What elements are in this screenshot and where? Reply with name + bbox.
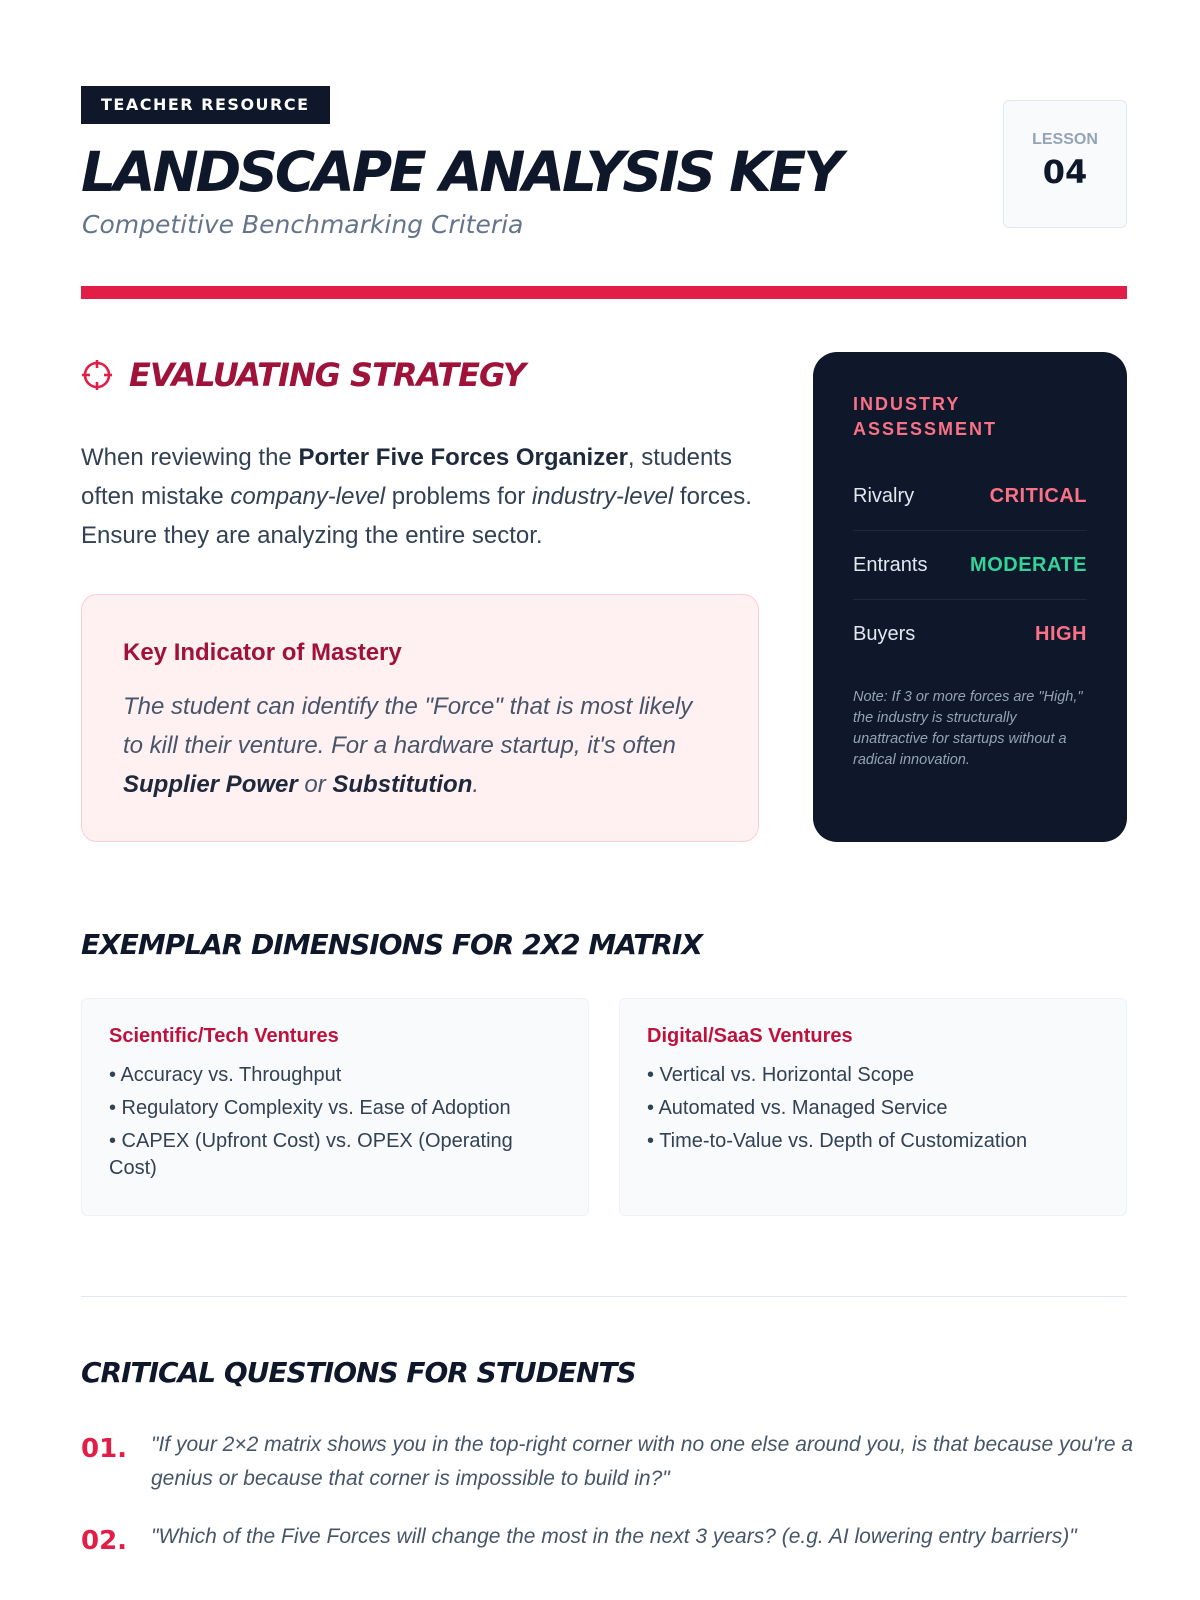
list-item: • Vertical vs. Horizontal Scope	[647, 1064, 915, 1086]
strategy-heading	[81, 356, 525, 394]
dimension-card-title: Digital/SaaS Ventures	[647, 1025, 853, 1047]
assessment-row-entrants	[853, 531, 1087, 600]
list-item: • Automated vs. Managed Service	[647, 1097, 948, 1119]
header-divider	[81, 286, 1127, 299]
teacher-resource-tag: TEACHER RESOURCE	[81, 86, 330, 124]
question-text: "Which of the Five Forces will change the most in the next 3 years? (e.g. AI lowering entry barriers)"	[151, 1525, 1077, 1548]
question-item	[81, 1520, 1141, 1556]
dimension-card-saas	[619, 998, 1127, 1216]
list-item: • Regulatory Complexity vs. Ease of Adoption	[109, 1097, 511, 1119]
questions-title: CRITICAL QUESTIONS FOR STUDENTS	[81, 1356, 636, 1389]
list-item: • Time-to-Value vs. Depth of Customization	[647, 1130, 1028, 1152]
mastery-callout	[81, 594, 759, 842]
question-number: 02.	[81, 1526, 128, 1556]
assessment-value: MODERATE	[970, 553, 1087, 576]
mastery-title: Key Indicator of Mastery	[123, 639, 402, 666]
question-text: "If your 2×2 matrix shows you in the top-right corner with no one else around you, is that because you're a genius or because that corner is impossible to build in?"	[151, 1433, 1134, 1490]
industry-assessment-card	[813, 352, 1127, 842]
organizer-name: Porter Five Forces Organizer	[298, 444, 628, 471]
list-item: • Accuracy vs. Throughput	[109, 1064, 342, 1086]
mastery-body: The student can identify the "Force" that is most likely to kill their venture. For a hardware startup, it's often Supplier Power or Substitution.	[123, 693, 693, 798]
lesson-badge	[1003, 100, 1127, 228]
lesson-label: LESSON	[1032, 131, 1098, 148]
assessment-label: Buyers	[853, 623, 916, 645]
dimensions-title: EXEMPLAR DIMENSIONS FOR 2X2 MATRIX	[81, 928, 702, 961]
question-number: 01.	[81, 1434, 128, 1464]
question-item	[81, 1428, 1141, 1496]
page-title: LANDSCAPE ANALYSIS KEY	[81, 140, 841, 204]
assessment-row-buyers	[853, 600, 1087, 669]
target-icon	[81, 359, 113, 391]
lesson-number: 04	[1042, 153, 1088, 191]
assessment-value: HIGH	[1035, 623, 1087, 645]
strategy-title: EVALUATING STRATEGY	[129, 356, 526, 394]
assessment-value: CRITICAL	[989, 484, 1087, 507]
assessment-row-rivalry	[853, 462, 1087, 531]
dimension-card-tech	[81, 998, 589, 1216]
strategy-intro: When reviewing the Porter Five Forces Organizer, students often mistake company-level problems for industry-level forces. Ensure they are analyzing the entire sector.	[81, 444, 752, 549]
section-divider	[81, 1296, 1127, 1297]
dimension-card-title: Scientific/Tech Ventures	[109, 1025, 339, 1047]
assessment-title: INDUSTRY ASSESSMENT	[853, 394, 998, 439]
list-item: • CAPEX (Upfront Cost) vs. OPEX (Operating Cost)	[109, 1130, 513, 1179]
assessment-note: Note: If 3 or more forces are "High," the industry is structurally unattractive for startups without a radical innovation.	[853, 689, 1083, 768]
assessment-label: Entrants	[853, 553, 928, 576]
assessment-label: Rivalry	[853, 484, 915, 507]
page-subtitle: Competitive Benchmarking Criteria	[82, 210, 524, 239]
